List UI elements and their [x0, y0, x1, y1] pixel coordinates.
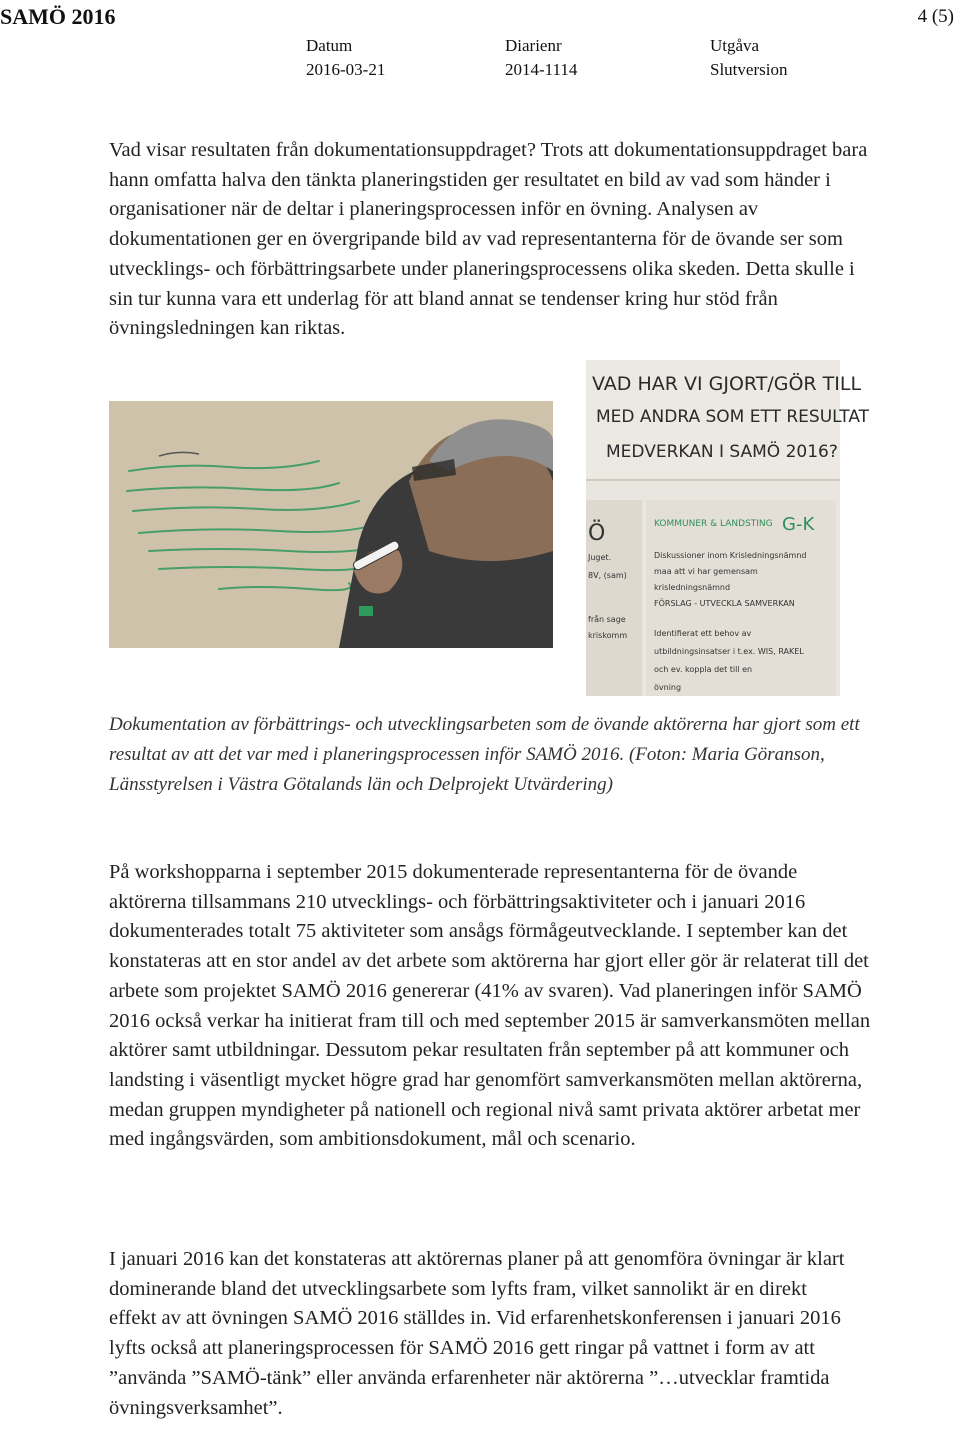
board-line: VAD HAR VI GJORT/GÖR TILL	[592, 373, 862, 395]
note-line: maa att vi har gemensam	[654, 567, 758, 576]
meta-label: Diarienr	[505, 36, 562, 55]
note-line: och ev. koppla det till en	[654, 665, 753, 674]
left-note-line: Juget.	[588, 553, 612, 562]
note-tag: G-K	[782, 514, 815, 535]
meta-label: Utgåva	[710, 36, 760, 55]
meta-edition	[710, 34, 787, 82]
results-paragraph: På workshopparna i september 2015 dokumenterade representanterna för de övande aktörerna tillsammans 210 utvecklings- och förbättringsaktiviteter och i januari 2016 dokumenterades totalt 75 aktiviteter som ansågs förmågeutvecklande. I september kan det konstateras att en stor andel av det arbete som aktörerna har gjort eller gör är relaterat till det arbete som projektet SAMÖ 2016 genererar (41% av svaren). Vad planeringen inför SAMÖ 2016 också verkar ha initierat fram till och med september 2015 är samverkansmöten mellan aktörer samt utbildningar. Dessutom pekar resultaten från september på att kommuner och landsting i väsentligt mycket högre grad har genomfört samverkansmöten mellan aktörerna, medan gruppen myndigheter på nationell och regional nivå samt privata aktörer arbetat mer med ingångsvärden, som ambitionsdokument, mål och scenario.	[109, 861, 871, 1151]
page-number: 4 (5)	[917, 6, 954, 27]
workshop-photo-writing	[109, 401, 553, 648]
left-note-line: kriskomm	[588, 631, 628, 640]
intro-paragraph: Vad visar resultaten från dokumentationsuppdraget? Trots att dokumentationsuppdraget bara hann omfatta halva den tänkta planeringstiden ger resultatet en bild av vad som händer i organisationer när de deltar i planeringsprocessen inför en övning. Analysen av dokumentationen ger en övergripande bild av vad representanterna för de övande ser som utvecklings- och förbättringsarbete under planeringsprocessens olika skeden. Detta skulle i sin tur kunna vara ett underlag för att bland annat se tendenser kring hur stöd från övningsledningen kan riktas.	[109, 139, 868, 340]
board-line: MED ANDRA SOM ETT RESULTAT	[596, 407, 870, 427]
note-line: krisledningsnämnd	[654, 583, 731, 592]
conclusion-paragraph: I januari 2016 kan det konstateras att aktörernas planer på att genomföra övningar är klart dominerande bland det utvecklingsarbete som lyfts fram, vilket sannolikt är en direkt effekt av att övningen SAMÖ 2016 ställdes in. Vid erfarenhetskonferensen i januari 2016 lyfts också att planeringsprocessen för SAMÖ 2016 gett ringar på vattnet i form av att ”använda ”SAMÖ-tänk” eller använda erfarenheter när aktörerna ”…utvecklar framtida övningsverksamhet”.	[109, 1248, 845, 1419]
meta-label: Datum	[306, 36, 353, 55]
note-line: FÖRSLAG - UTVECKLA SAMVERKAN	[654, 599, 795, 608]
meta-date	[306, 34, 385, 82]
document-title: SAMÖ 2016	[0, 4, 116, 29]
board-line: MEDVERKAN I SAMÖ 2016?	[606, 442, 838, 462]
meta-diarienr	[505, 34, 577, 82]
photo-caption: Dokumentation av förbättrings- och utvecklingsarbeten som de övande aktörerna har gjort som ett resultat av att det var med i planeringsprocessen inför SAMÖ 2016. (Foton: Maria Göranson, Länsstyrelsen i Västra Götalands län och Delprojekt Utvärdering)	[109, 714, 860, 795]
note-line: Diskussioner inom Krisledningsnämnd	[654, 551, 807, 560]
note-line: övning	[654, 683, 682, 692]
left-note-line: från sage	[588, 615, 626, 624]
meta-value: 2014-1114	[505, 60, 578, 79]
meta-value: 2016-03-21	[306, 60, 386, 79]
left-note-line: Ö	[588, 521, 606, 546]
note-line: utbildningsinsatser i t.ex. WIS, RAKEL	[654, 647, 804, 656]
meta-value: Slutversion	[710, 60, 788, 79]
workshop-photo-board	[586, 360, 870, 696]
note-heading: KOMMUNER & LANDSTING	[654, 519, 773, 529]
note-line: Identifierat ett behov av	[654, 629, 752, 638]
left-note-line: 8V, (sam)	[588, 571, 627, 580]
